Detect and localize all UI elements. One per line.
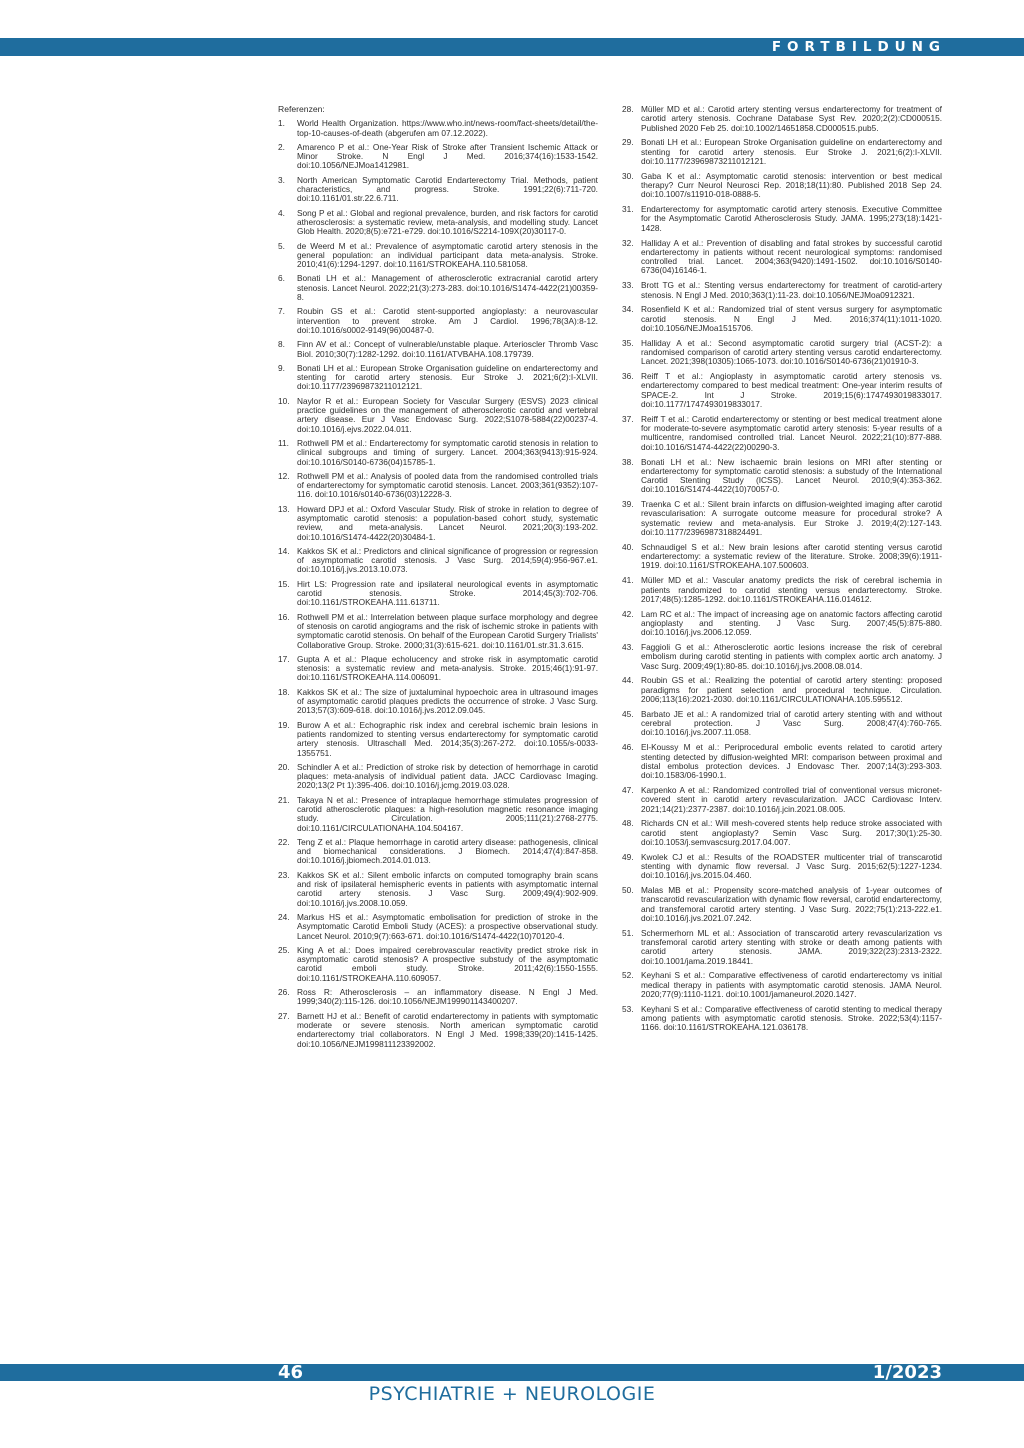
reference-number: 32. [622, 237, 634, 248]
reference-text: Rothwell PM et al.: Interrelation between plaque surface morphology and degree of stenosis on carotid angiograms and the risk of ischemic stroke in patients with symptomatic carotid stenosis. On behalf of the European Carotid Surgery Trialists' Collaborative Group. Stroke. 2000;31(3):615-621. doi:10.1161/01.str.31.3.615. [297, 611, 598, 650]
reference-text: Markus HS et al.: Asymptomatic embolisation for prediction of stroke in the Asymptomatic Carotid Emboli Study (ACES): a prospective observational study. Lancet Neurol. 2010;9(7):663-671. doi:10.1016/S1474-4422(10)70120-4. [297, 911, 598, 941]
reference-number: 48. [622, 818, 634, 829]
reference-text: de Weerd M et al.: Prevalence of asymptomatic carotid artery stenosis in the general population: an individual participant data meta-analysis. Stroke. 2010;41(6):1294-1297. doi:10.1161/STROKEAHA.110.581058. [297, 240, 598, 270]
reference-number: 7. [278, 306, 285, 317]
reference-item [278, 871, 598, 908]
reference-number: 53. [622, 1003, 634, 1014]
reference-number: 40. [622, 541, 634, 552]
reference-text: Finn AV et al.: Concept of vulnerable/unstable plaque. Arterioscler Thromb Vasc Biol. 2010;30(7):1282-1292. doi:10.1161/ATVBAHA.108.179739. [297, 339, 598, 359]
reference-text: Barbato JE et al.: A randomized trial of carotid artery stenting with and without cerebral protection. J Vasc Surg. 2008;47(4):760-765. doi:10.1016/j.jvs.2007.11.058. [641, 708, 942, 738]
references-column-right [622, 105, 942, 1038]
reference-item [278, 988, 598, 1007]
reference-item [622, 971, 942, 999]
reference-text: Reiff T et al.: Angioplasty in asymptomatic carotid artery stenosis vs. endarterectomy compared to best medical treatment: One-year interim results of SPACE-2. Int J Stroke. 2019;15(6):1747493019833017. doi:10.1177/1747493019833017. [641, 371, 942, 410]
reference-number: 6. [278, 273, 285, 284]
reference-item [622, 415, 942, 452]
reference-number: 38. [622, 456, 634, 467]
reference-item [278, 397, 598, 434]
reference-item [622, 610, 942, 638]
reference-number: 47. [622, 784, 634, 795]
reference-item [622, 500, 942, 537]
reference-number: 51. [622, 927, 634, 938]
header-band [0, 38, 1024, 56]
reference-item [278, 307, 598, 335]
reference-item [622, 786, 942, 814]
reference-text: Bonati LH et al.: European Stroke Organisation guideline on endarterectomy and stenting for carotid artery stenosis. Eur Stroke J. 2021;6(2):I-XLVII. doi:10.1177/23969873211012121. [297, 362, 598, 392]
reference-item [278, 655, 598, 683]
reference-text: Müller MD et al.: Vascular anatomy predicts the risk of cerebral ischemia in patients randomized to carotid stenting versus endarterectomy. Stroke. 2017;48(5):1285-1292. doi:10.1161/STROKEAHA.116.014612. [641, 575, 942, 604]
reference-text: Halliday A et al.: Prevention of disabling and fatal strokes by successful carotid endarterectomy in patients without recent neurological symptoms: randomised controlled trial. Lancet. 2004;363(9420):1491-1502. doi:10.1016/S0140-6736(04)16146-1. [641, 237, 942, 276]
reference-item [622, 339, 942, 367]
reference-item [622, 205, 942, 233]
reference-number: 13. [278, 503, 290, 514]
reference-number: 44. [622, 675, 634, 686]
reference-number: 29. [622, 137, 634, 148]
reference-item [278, 505, 598, 542]
reference-text: Keyhani S et al.: Comparative effectiveness of carotid endarterectomy vs initial medical therapy in patients with asymptomatic carotid stenosis. JAMA Neurol. 2020;77(9):1110-1121. doi:10.1001/jamaneurol.2020.1427. [641, 970, 942, 1000]
reference-text: Reiff T et al.: Carotid endarterectomy or stenting or best medical treatment alone for moderate-to-severe asymptomatic carotid artery stenosis: 5-year results of a multicentre, randomised controlled trial. Lancet Neurol. 2022;21(10):877-888. doi:10.1016/S1474-4422(22)00290-3. [641, 413, 942, 452]
reference-item [622, 743, 942, 780]
reference-item [622, 1005, 942, 1033]
reference-number: 28. [622, 104, 634, 114]
reference-text: Müller MD et al.: Carotid artery stenting versus endarterectomy for treatment of carotid artery stenosis. Cochrane Database Syst Rev. 2020;2(2):CD000515. Published 2020 Feb 25. doi:10.1002/14651858.CD000515.pub5. [641, 104, 942, 133]
reference-number: 14. [278, 545, 290, 556]
reference-number: 18. [278, 686, 290, 697]
reference-text: Schindler A et al.: Prediction of stroke risk by detection of hemorrhage in carotid plaques: meta-analysis of individual patient data. JACC Cardiovasc Imaging. 2020;13(2 Pt 1):395-406. doi:10.1016/j.jcmg.2019.03.028. [297, 761, 598, 791]
reference-item [278, 913, 598, 941]
reference-number: 39. [622, 499, 634, 510]
reference-list-right [622, 105, 942, 1033]
reference-item [278, 340, 598, 359]
reference-text: Rosenfield K et al.: Randomized trial of stent versus surgery for asymptomatic carotid stenosis. N Engl J Med. 2016;374(11):1011-1020. doi:10.1056/NEJMoa1515706. [641, 304, 942, 333]
reference-number: 35. [622, 337, 634, 348]
reference-number: 1. [278, 118, 285, 129]
reference-text: North American Symptomatic Carotid Endarterectomy Trial. Methods, patient characteristics, and progress. Stroke. 1991;22(6):711-720. doi:10.1161/01.str.22.6.711. [297, 174, 598, 204]
reference-item [622, 372, 942, 409]
page-number: 46 [278, 1362, 304, 1383]
reference-text: Roubin GS et al.: Realizing the potential of carotid artery stenting: proposed paradigms for patient selection and procedural technique. Circulation. 2006;113(16):2021-2030. doi:10.1161/CIRCULATIONAHA.105.595512. [641, 675, 942, 705]
footer-band [0, 1364, 1024, 1381]
reference-text: Ross R: Atherosclerosis – an inflammatory disease. N Engl J Med. 1999;340(2):115-126. doi:10.1056/NEJM199901143400207. [297, 987, 598, 1007]
reference-number: 3. [278, 174, 285, 185]
reference-item [278, 946, 598, 983]
reference-text: Keyhani S et al.: Comparative effectiveness of carotid stenting to medical therapy among patients with asymptomatic carotid stenosis. Stroke. 2022;53(4):1157-1166. doi:10.1161/STROKEAHA.121.036178. [641, 1003, 942, 1033]
reference-text: Gaba K et al.: Asymptomatic carotid stenosis: intervention or best medical therapy? Curr Neurol Neurosci Rep. 2018;18(11):80. Published 2018 Sep 24. doi:10.1007/s11910-018-0888-5. [641, 170, 942, 200]
reference-item [622, 458, 942, 495]
reference-item [278, 364, 598, 392]
section-title: FORTBILDUNG [771, 39, 946, 55]
reference-item [622, 886, 942, 923]
reference-item [278, 472, 598, 500]
reference-text: Kakkos SK et al.: The size of juxtaluminal hypoechoic area in ultrasound images of asymptomatic carotid plaques predicts the occurrence of stroke. J Vasc Surg. 2013;57(3):609-618. doi:10.1016/j.jvs.2012.09.045. [297, 686, 598, 716]
reference-number: 11. [278, 437, 289, 448]
reference-text: Richards CN et al.: Will mesh-covered stents help reduce stroke associated with carotid stent angioplasty? Semin Vasc Surg. 2017;30(1):25-30. doi:10.1053/j.semvascsurg.2017.04.007. [641, 818, 942, 847]
reference-item [278, 1012, 598, 1049]
reference-item [278, 242, 598, 270]
reference-item [278, 721, 598, 758]
reference-text: Traenka C et al.: Silent brain infarcts on diffusion-weighted imaging after carotid revascularisation: A surrogate outcome measure for procedural stroke? A systematic review and meta-analysis. Eur Stroke J. 2019;4(2):127-143. doi:10.1177/2396987318824491. [641, 499, 942, 538]
reference-text: Bonati LH et al.: European Stroke Organisation guideline on endarterectomy and stenting for carotid artery stenosis. Eur Stroke J. 2021;6(2):I-XLVII. doi:10.1177/23969873211012121. [641, 137, 942, 166]
reference-number: 12. [278, 470, 290, 481]
reference-number: 4. [278, 207, 285, 218]
reference-number: 27. [278, 1010, 290, 1021]
reference-number: 2. [278, 141, 285, 152]
reference-item [622, 105, 942, 133]
reference-number: 34. [622, 304, 634, 315]
reference-number: 37. [622, 413, 634, 424]
reference-text: Malas MB et al.: Propensity score-matched analysis of 1-year outcomes of transcarotid revascularization with dynamic flow reversal, carotid endarterectomy, and transfemoral carotid artery stenting. J Vasc Surg. 2022;75(1):213-222.e1. doi:10.1016/j.jvs.2021.07.242. [641, 885, 942, 923]
reference-text: Bonati LH et al.: New ischaemic brain lesions on MRI after stenting or endarterectomy for symptomatic carotid stenosis: a substudy of the International Carotid Stenting Study (ICSS). Lancet Neurol. 2010;9(4):353-362. doi:10.1016/S1474-4422(10)70057-0. [641, 456, 942, 495]
reference-number: 15. [278, 578, 290, 589]
reference-text: Faggioli G et al.: Atherosclerotic aortic lesions increase the risk of cerebral embolism during carotid stenting in patients with complex aortic arch anatomy. J Vasc Surg. 2009;49(1):80-85. doi:10.1016/j.jvs.2008.08.014. [641, 642, 942, 671]
reference-item [622, 819, 942, 847]
reference-item [278, 209, 598, 237]
reference-number: 42. [622, 608, 634, 619]
reference-item [278, 796, 598, 833]
reference-number: 22. [278, 836, 290, 847]
reference-item [278, 688, 598, 716]
reference-item [278, 176, 598, 204]
reference-number: 26. [278, 987, 290, 998]
reference-text: Naylor R et al.: European Society for Vascular Surgery (ESVS) 2023 clinical practice guidelines on the management of atherosclerotic carotid and vertebral artery disease. Eur J Vasc Endovasc Surg. 2022;S1078-5884(22)00237-4. doi:10.1016/j.ejvs.2022.04.011. [297, 395, 598, 434]
reference-text: El-Koussy M et al.: Periprocedural embolic events related to carotid artery stenting detected by diffusion-weighted MRI: comparison between proximal and distal embolus protection devices. J Endovasc Ther. 2007;14(3):293-303. doi:10.1583/06-1990.1. [641, 742, 942, 781]
reference-text: Halliday A et al.: Second asymptomatic carotid surgery trial (ACST-2): a randomised comparison of carotid artery stenting versus carotid endarterectomy. Lancet. 2021;398(10305):1065-1073. doi:10.1016/S0140-6736(21)01910-3. [641, 337, 942, 367]
reference-item [622, 172, 942, 200]
reference-number: 10. [278, 395, 290, 406]
reference-number: 9. [278, 362, 285, 373]
reference-item [622, 676, 942, 704]
reference-text: Teng Z et al.: Plaque hemorrhage in carotid artery disease: pathogenesis, clinical and biomechanical considerations. J Biomech. 2014;47(4):847-858. doi:10.1016/j.jbiomech.2014.01.013. [297, 836, 598, 866]
reference-list-left [278, 119, 598, 1049]
reference-text: Rothwell PM et al.: Analysis of pooled data from the randomised controlled trials of endarterectomy for symptomatic carotid stenosis. Lancet. 2003;361(9352):107-116. doi:10.1016/s0140-6736(03)12228-3. [297, 470, 598, 500]
reference-item [278, 439, 598, 467]
reference-number: 20. [278, 761, 290, 772]
reference-item [622, 281, 942, 300]
reference-number: 5. [278, 240, 285, 251]
references-column-left [278, 105, 598, 1054]
reference-number: 24. [278, 911, 290, 922]
reference-item [622, 138, 942, 166]
reference-number: 46. [622, 742, 634, 753]
reference-number: 50. [622, 885, 634, 896]
reference-text: Schermerhorn ML et al.: Association of transcarotid artery revascularization vs transfemoral carotid artery stenting with stroke or death among patients with carotid artery stenosis. JAMA. 2019;322(23):2313-2322. doi:10.1001/jama.2019.18441. [641, 927, 942, 966]
reference-number: 41. [622, 575, 634, 586]
reference-text: Brott TG et al.: Stenting versus endarterectomy for treatment of carotid-artery stenosis. N Engl J Med. 2010;363(1):11-23. doi:10.1056/NEJMoa0912321. [641, 280, 942, 300]
reference-text: Endarterectomy for asymptomatic carotid artery stenosis. Executive Committee for the Asymptomatic Carotid Atherosclerosis Study. JAMA. 1995;273(18):1421-1428. [641, 204, 942, 233]
reference-number: 36. [622, 371, 634, 382]
reference-number: 21. [278, 794, 290, 805]
reference-text: World Health Organization. https://www.who.int/news-room/fact-sheets/detail/the-top-10-causes-of-death (abgerufen am 07.12.2022). [297, 118, 598, 138]
reference-item [622, 543, 942, 571]
reference-number: 23. [278, 869, 290, 880]
reference-item [278, 143, 598, 171]
reference-item [278, 580, 598, 608]
reference-number: 30. [622, 170, 634, 181]
reference-text: Kwolek CJ et al.: Results of the ROADSTER multicenter trial of transcarotid stenting with dynamic flow reversal. J Vasc Surg. 2015;62(5):1227-1234. doi:10.1016/j.jvs.2015.04.460. [641, 851, 942, 881]
reference-text: Rothwell PM et al.: Endarterectomy for symptomatic carotid stenosis in relation to clinical subgroups and timing of surgery. Lancet. 2004;363(9413):915-924. doi:10.1016/S0140-6736(04)15785-1. [297, 437, 598, 467]
reference-text: Schnaudigel S et al.: New brain lesions after carotid stenting versus carotid endarterectomy: a systematic review of the literature. Stroke. 2008;39(6):1911-1919. doi:10.1161/STROKEAHA.107.500603. [641, 541, 942, 571]
reference-text: Burow A et al.: Echographic risk index and cerebral ischemic brain lesions in patients randomized to stenting versus endarterectomy for symptomatic carotid artery stenosis. Ultraschall Med. 2014;35(3):267-272. doi:10.1055/s-0033-1355751. [297, 719, 598, 758]
reference-item [622, 853, 942, 881]
reference-text: Kakkos SK et al.: Predictors and clinical significance of progression or regression of asymptomatic carotid stenosis. J Vasc Surg. 2014;59(4):956-967.e1. doi:10.1016/j.jvs.2013.10.073. [297, 545, 598, 575]
reference-item [622, 576, 942, 604]
reference-item [278, 838, 598, 866]
references-heading: Referenzen: [278, 104, 325, 114]
reference-text: Karpenko A et al.: Randomized controlled trial of conventional versus micronet-covered stent in carotid artery revascularization. JACC Cardiovasc Interv. 2021;14(21):2377-2387. doi:10.1016/j.jcin.2021.08.005. [641, 784, 942, 814]
reference-item [622, 643, 942, 671]
reference-text: Gupta A et al.: Plaque echolucency and stroke risk in asymptomatic carotid stenosis: a systematic review and meta-analysis. Stroke. 2015;46(1):91-97. doi:10.1161/STROKEAHA.114.006091. [297, 653, 598, 683]
reference-item [278, 763, 598, 791]
issue-number: 1/2023 [872, 1362, 942, 1383]
reference-text: Lam RC et al.: The impact of increasing age on anatomic factors affecting carotid angioplasty and stenting. J Vasc Surg. 2007;45(5):875-880. doi:10.1016/j.jvs.2006.12.059. [641, 608, 942, 638]
reference-item [622, 305, 942, 333]
reference-item [622, 929, 942, 966]
reference-item [278, 613, 598, 650]
reference-text: Kakkos SK et al.: Silent embolic infarcts on computed tomography brain scans and risk of ipsilateral hemispheric events in patients with asymptomatic internal carotid artery stenosis. J Vasc Surg. 2009;49(4):902-909. doi:10.1016/j.jvs.2008.10.059. [297, 869, 598, 908]
reference-text: Hirt LS: Progression rate and ipsilateral neurological events in asymptomatic carotid stenosis. Stroke. 2014;45(3):702-706. doi:10.1161/STROKEAHA.111.613711. [297, 578, 598, 608]
journal-title: PSYCHIATRIE + NEUROLOGIE [368, 1383, 656, 1405]
reference-number: 17. [278, 653, 290, 664]
reference-text: Song P et al.: Global and regional prevalence, burden, and risk factors for carotid atherosclerosis: a systematic review, meta-analysis, and modelling study. Lancet Glob Health. 2020;8(5):e721-e729. doi:10.1016/S2214-109X(20)30117-0. [297, 207, 598, 237]
reference-number: 19. [278, 719, 290, 730]
reference-number: 25. [278, 944, 290, 955]
reference-number: 45. [622, 708, 634, 719]
reference-text: Takaya N et al.: Presence of intraplaque hemorrhage stimulates progression of carotid atherosclerotic plaques: a high-resolution magnetic resonance imaging study. Circulation. 2005;111(21):2768-2775. doi:10.1161/CIRCULATIONAHA.104.504167. [297, 794, 598, 833]
reference-number: 31. [622, 204, 634, 215]
reference-number: 16. [278, 611, 290, 622]
reference-number: 49. [622, 851, 634, 862]
reference-item [278, 119, 598, 138]
reference-number: 43. [622, 642, 634, 653]
reference-number: 8. [278, 339, 285, 350]
reference-item [622, 239, 942, 276]
reference-item [278, 547, 598, 575]
reference-item [278, 274, 598, 302]
reference-number: 33. [622, 280, 634, 291]
reference-text: Amarenco P et al.: One-Year Risk of Stroke after Transient Ischemic Attack or Minor Stroke. N Engl J Med. 2016;374(16):1533-1542. doi:10.1056/NEJMoa1412981. [297, 141, 598, 171]
reference-text: Roubin GS et al.: Carotid stent-supported angioplasty: a neurovascular intervention to prevent stroke. Am J Cardiol. 1996;78(3A):8-12. doi:10.1016/s0002-9149(96)00487-0. [297, 306, 598, 335]
reference-text: Barnett HJ et al.: Benefit of carotid endarterectomy in patients with symptomatic moderate or severe stenosis. North american symptomatic carotid endarterectomy trial collaborators. N Engl J Med. 1998;339(20):1415-1425. doi:10.1056/NEJM199811123392002. [297, 1010, 598, 1049]
reference-text: King A et al.: Does impaired cerebrovascular reactivity predict stroke risk in asymptomatic carotid stenosis? A prospective substudy of the asymptomatic carotid emboli study. Stroke. 2011;42(6):1550-1555. doi:10.1161/STROKEAHA.110.609057. [297, 944, 598, 983]
reference-number: 52. [622, 970, 634, 981]
reference-text: Howard DPJ et al.: Oxford Vascular Study. Risk of stroke in relation to degree of asymptomatic carotid stenosis: a population-based cohort study, systematic review, and meta-analysis. Lancet Neurol. 2021;20(3):193-202. doi:10.1016/S1474-4422(20)30484-1. [297, 503, 598, 542]
reference-text: Bonati LH et al.: Management of atherosclerotic extracranial carotid artery stenosis. Lancet Neurol. 2022;21(3):273-283. doi:10.1016/S1474-4422(21)00359-8. [297, 273, 598, 303]
reference-item [622, 710, 942, 738]
